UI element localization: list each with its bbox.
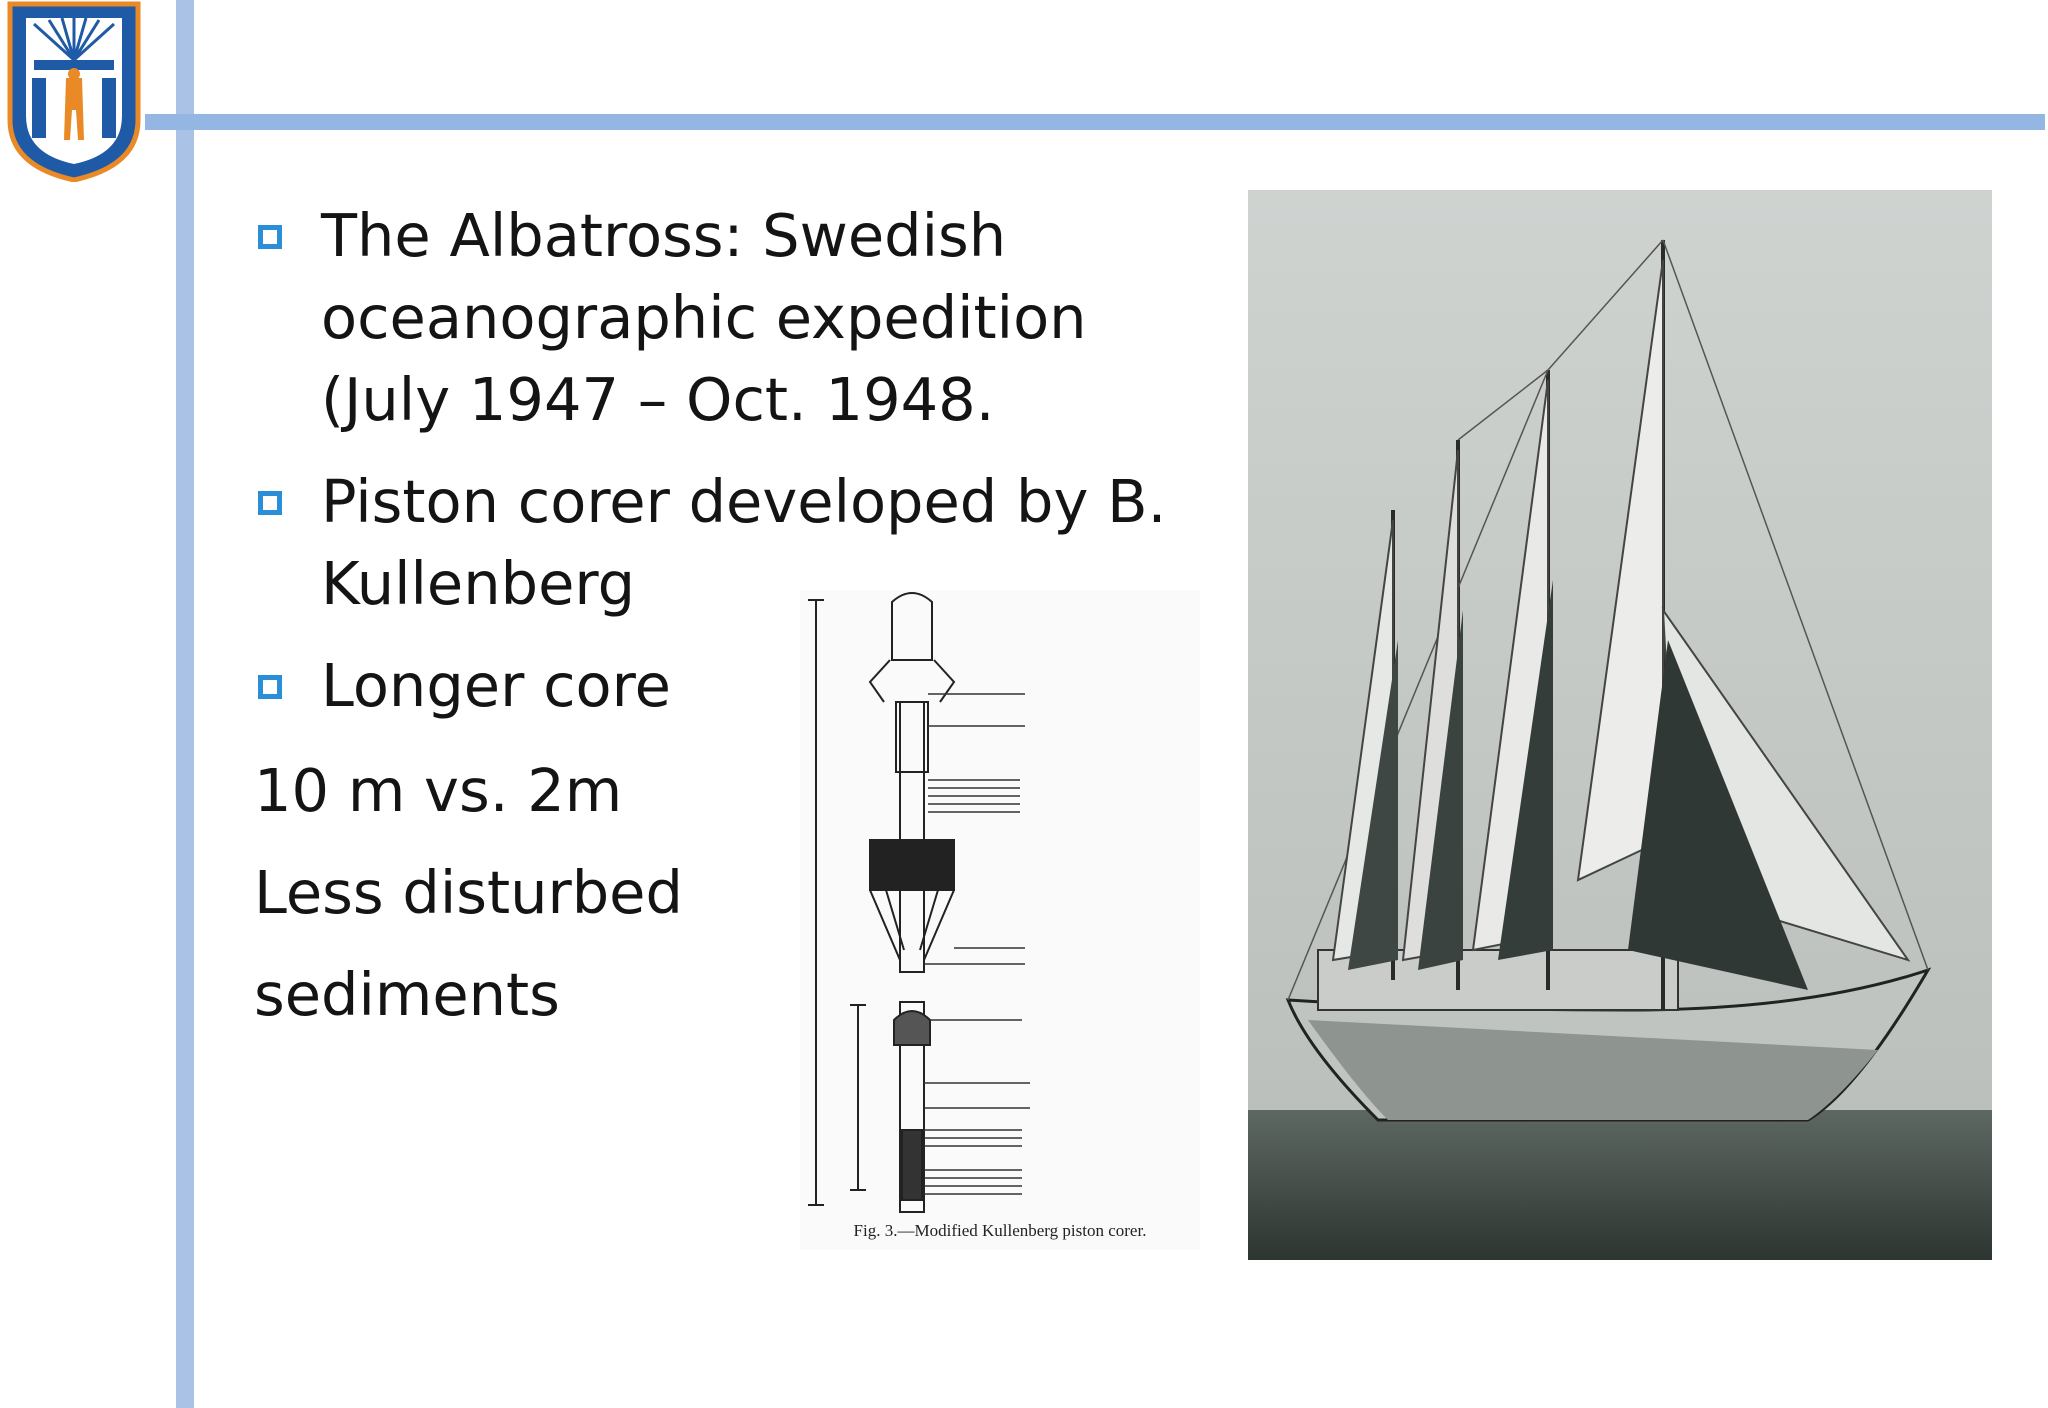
bullet-line: Kullenberg (321, 549, 636, 618)
bullet-line: Longer core (321, 651, 671, 720)
text-line: sediments (254, 960, 560, 1029)
figure-caption: Fig. 3.—Modified Kullenberg piston corer. (853, 1221, 1147, 1240)
square-bullet-icon (258, 675, 282, 699)
bullet-line: The Albatross: Swedish (321, 201, 1007, 270)
bullet-line: Piston corer developed by B. (321, 467, 1167, 536)
horizontal-accent-bar (145, 114, 2045, 130)
ship-photo (1248, 190, 1992, 1260)
bullet-line: oceanographic expedition (321, 283, 1087, 352)
bullet-item (254, 195, 1254, 441)
vertical-accent-bar (176, 0, 194, 1408)
square-bullet-icon (258, 225, 282, 249)
text-line: Less disturbed (254, 858, 683, 927)
text-line: 10 m vs. 2m (254, 756, 623, 825)
university-logo (4, 0, 144, 182)
square-bullet-icon (258, 491, 282, 515)
bullet-line: (July 1947 – Oct. 1948. (321, 365, 995, 434)
piston-corer-diagram (800, 590, 1200, 1250)
